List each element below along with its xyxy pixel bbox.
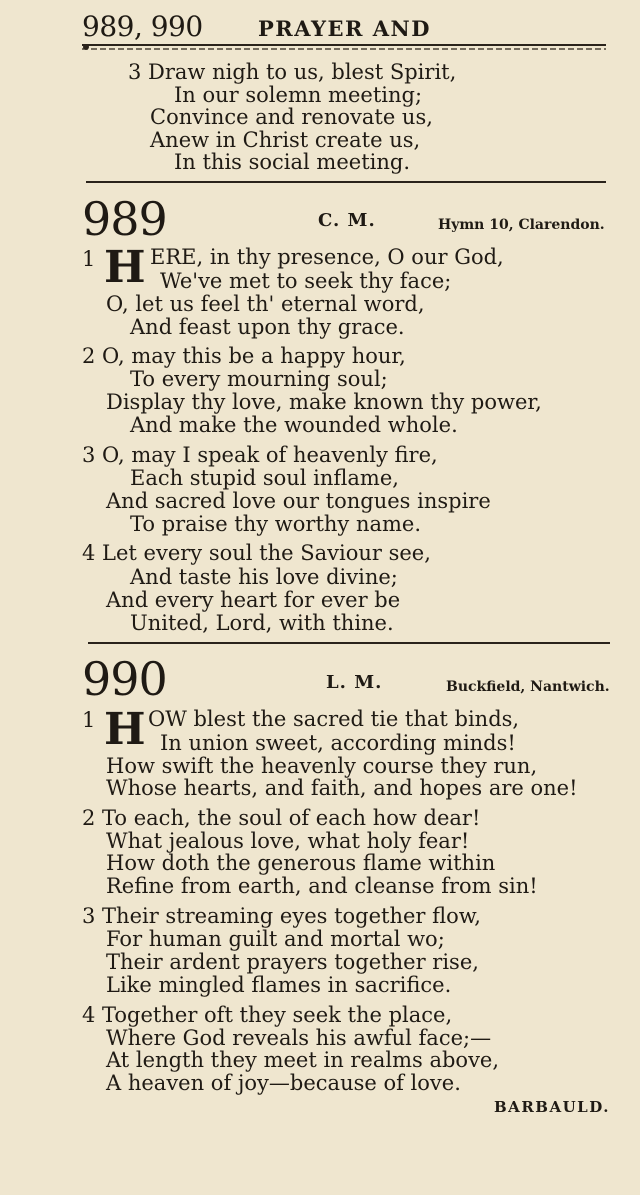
- verse-line: And sacred love our tongues inspire: [106, 489, 491, 513]
- divider-rule: [86, 181, 606, 183]
- stanza-number: 1: [82, 708, 96, 732]
- page-numbers: 989, 990: [82, 10, 203, 43]
- verse-line: 3 O, may I speak of heavenly fire,: [82, 443, 438, 467]
- verse-line: And taste his love divine;: [130, 565, 398, 589]
- verse-line: Refine from earth, and cleanse from sin!: [106, 874, 538, 898]
- verse-line: Each stupid soul inflame,: [130, 466, 399, 490]
- verse-line: O, let us feel th' eternal word,: [106, 292, 425, 316]
- hymn-number: 990: [82, 652, 167, 706]
- verse-line: What jealous love, what holy fear!: [106, 829, 470, 853]
- header-ornamental-rule: [82, 42, 606, 52]
- verse-line: OW blest the sacred tie that binds,: [148, 707, 520, 731]
- prev-line: In this social meeting.: [174, 150, 411, 174]
- verse-line: 3 Their streaming eyes together flow,: [82, 904, 481, 928]
- verse-line: A heaven of joy—because of love.: [106, 1071, 461, 1095]
- divider-rule: [88, 642, 610, 644]
- verse-line: Whose hearts, and faith, and hopes are one!: [106, 776, 578, 800]
- drop-cap: H: [104, 704, 146, 755]
- prev-line: In our solemn meeting;: [174, 83, 423, 107]
- verse-line: To every mourning soul;: [130, 367, 388, 391]
- verse-line: And every heart for ever be: [106, 588, 401, 612]
- verse-line: We've met to seek thy face;: [160, 269, 452, 293]
- drop-cap: H: [104, 242, 146, 293]
- author-attribution: BARBAULD.: [494, 1098, 610, 1116]
- running-title: PRAYER AND: [258, 16, 431, 41]
- verse-line: In union sweet, according minds!: [160, 731, 516, 755]
- prev-line: Anew in Christ create us,: [150, 128, 421, 152]
- verse-line: 2 O, may this be a happy hour,: [82, 344, 406, 368]
- prev-line: Convince and renovate us,: [150, 105, 433, 129]
- verse-line: And feast upon thy grace.: [130, 315, 405, 339]
- hymn-tune: Hymn 10, Clarendon.: [438, 217, 605, 233]
- verse-line: 4 Together oft they seek the place,: [82, 1003, 453, 1027]
- verse-line: United, Lord, with thine.: [130, 611, 394, 635]
- hymn-tune: Buckfield, Nantwich.: [446, 679, 610, 695]
- prev-line: 3 Draw nigh to us, blest Spirit,: [128, 60, 457, 84]
- stanza-number: 1: [82, 247, 96, 271]
- hymn-meter: L. M.: [326, 672, 383, 693]
- verse-line: Display thy love, make known thy power,: [106, 390, 542, 414]
- hymn-number: 989: [82, 192, 167, 246]
- verse-line: Their ardent prayers together rise,: [106, 950, 479, 974]
- verse-line: To praise thy worthy name.: [130, 512, 422, 536]
- verse-line: And make the wounded whole.: [130, 413, 458, 437]
- verse-line: ERE, in thy presence, O our God,: [150, 245, 504, 269]
- verse-line: Where God reveals his awful face;—: [106, 1026, 492, 1050]
- hymn-meter: C. M.: [318, 210, 376, 231]
- verse-line: Like mingled flames in sacrifice.: [106, 973, 452, 997]
- verse-line: 4 Let every soul the Saviour see,: [82, 541, 431, 565]
- verse-line: How swift the heavenly course they run,: [106, 754, 538, 778]
- verse-line: 2 To each, the soul of each how dear!: [82, 806, 481, 830]
- verse-line: How doth the generous flame within: [106, 851, 496, 875]
- verse-line: For human guilt and mortal wo;: [106, 927, 445, 951]
- verse-line: At length they meet in realms above,: [106, 1048, 500, 1072]
